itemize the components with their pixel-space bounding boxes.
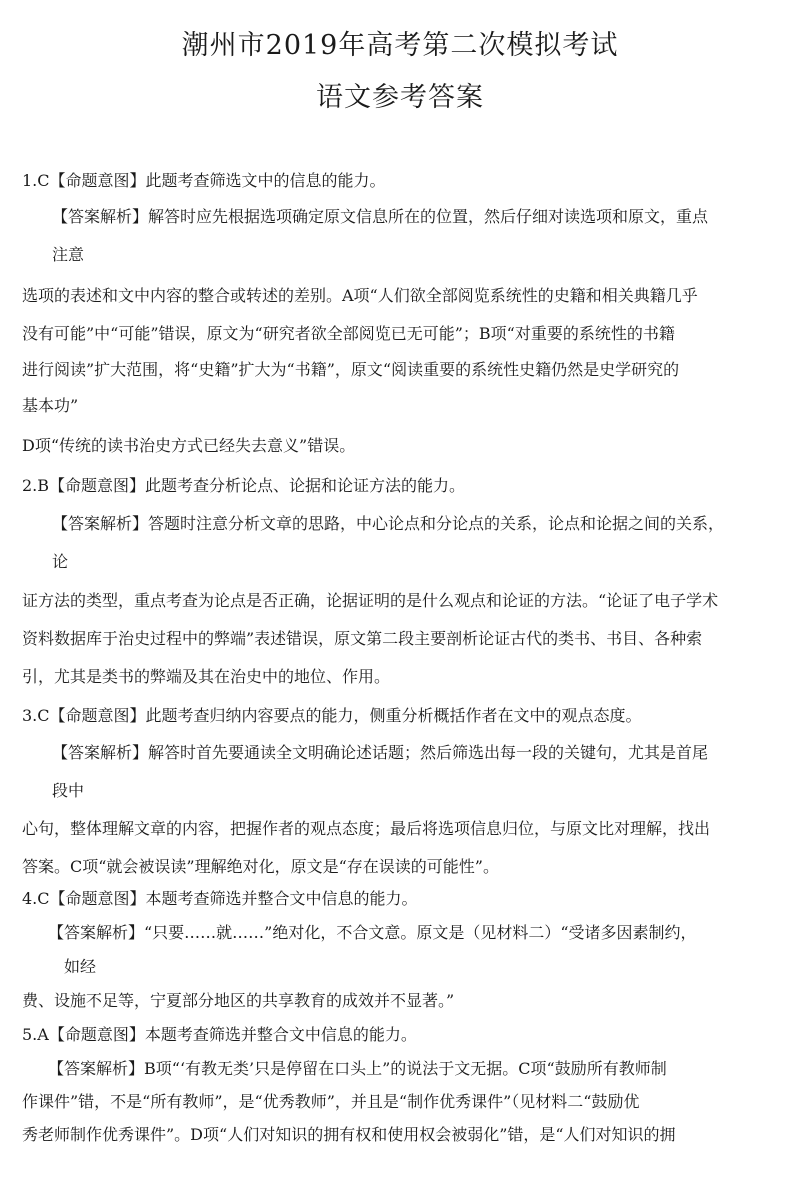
answer-1-analysis: 【答案解析】解答时应先根据选项确定原文信息所在的位置，然后仔细对读选项和原文，重点	[52, 207, 709, 226]
answer-4-heading: 4.C【命题意图】本题考查筛选并整合文中信息的能力。	[22, 889, 418, 908]
paragraph-line: 没有可能”中“可能”错误，原文为“研究者欲全部阅览已无可能”；B项“对重要的系统性的书籍	[22, 324, 675, 343]
answer-5-heading: 5.A【命题意图】本题考查筛选并整合文中信息的能力。	[22, 1025, 417, 1044]
answer-2-heading: 2.B【命题意图】此题考查分析论点、论据和论证方法的能力。	[22, 476, 466, 495]
paragraph-line: 证方法的类型，重点考查为论点是否正确，论据证明的是什么观点和论证的方法。“论证了电子学术	[22, 591, 719, 610]
paragraph-line: 引，尤其是类书的弊端及其在治史中的地位、作用。	[22, 667, 391, 686]
paragraph-line: 段中	[52, 781, 85, 800]
doc-subtitle: 语文参考答案	[316, 82, 484, 113]
answer-4-analysis: 【答案解析】“只要……就……”绝对化，不合文意。原文是（见材料二）“受诸多因素制约，	[48, 923, 697, 942]
answer-1-heading: 1.C【命题意图】此题考查筛选文中的信息的能力。	[22, 171, 386, 190]
paragraph-line: 答案。C项“就会被误读”理解绝对化，原文是“存在误读的可能性”。	[22, 857, 499, 876]
paragraph-line: 如经	[64, 957, 97, 976]
paragraph-line: 心句，整体理解文章的内容，把握作者的观点态度；最后将选项信息归位，与原文比对理解，找出	[22, 819, 711, 838]
paragraph-line: 作课件”错，不是“所有教师”，是“优秀教师”，并且是“制作优秀课件”（见材料二“鼓励优	[22, 1092, 640, 1111]
paragraph-line: 资料数据库于治史过程中的弊端”表述错误，原文第二段主要剖析论证古代的类书、书目、各种索	[22, 629, 703, 648]
answer-5-analysis: 【答案解析】B项“‘有教无类’只是停留在口头上”的说法于文无据。C项“鼓励所有教师制	[48, 1059, 667, 1078]
paragraph-line: 进行阅读”扩大范围，将“史籍”扩大为“书籍”，原文“阅读重要的系统性史籍仍然是史学研究的	[22, 360, 680, 379]
paragraph-line: 秀老师制作优秀课件”。D项“人们对知识的拥有权和使用权会被弱化”错，是“人们对知识的拥	[22, 1125, 676, 1144]
paragraph-line: D项“传统的读书治史方式已经失去意义”错误。	[22, 436, 356, 455]
paragraph-line: 选项的表述和文中内容的整合或转述的差别。A项“人们欲全部阅览系统性的史籍和相关典籍几乎	[22, 286, 698, 305]
answer-2-analysis: 【答案解析】答题时注意分析文章的思路，中心论点和分论点的关系，论点和论据之间的关系，	[52, 514, 725, 533]
paragraph-line: 费、设施不足等，宁夏部分地区的共享教育的成效并不显著。”	[22, 991, 455, 1010]
paragraph-line: 论	[52, 552, 69, 571]
paragraph-line: 基本功”	[22, 396, 79, 415]
doc-title: 潮州市2019年高考第二次模拟考试	[181, 30, 619, 61]
answer-3-analysis: 【答案解析】解答时首先要通读全文明确论述话题；然后筛选出每一段的关键句，尤其是首尾	[52, 743, 709, 762]
answer-3-heading: 3.C【命题意图】此题考查归纳内容要点的能力，侧重分析概括作者在文中的观点态度。	[22, 706, 642, 725]
paragraph-line: 注意	[52, 245, 85, 264]
